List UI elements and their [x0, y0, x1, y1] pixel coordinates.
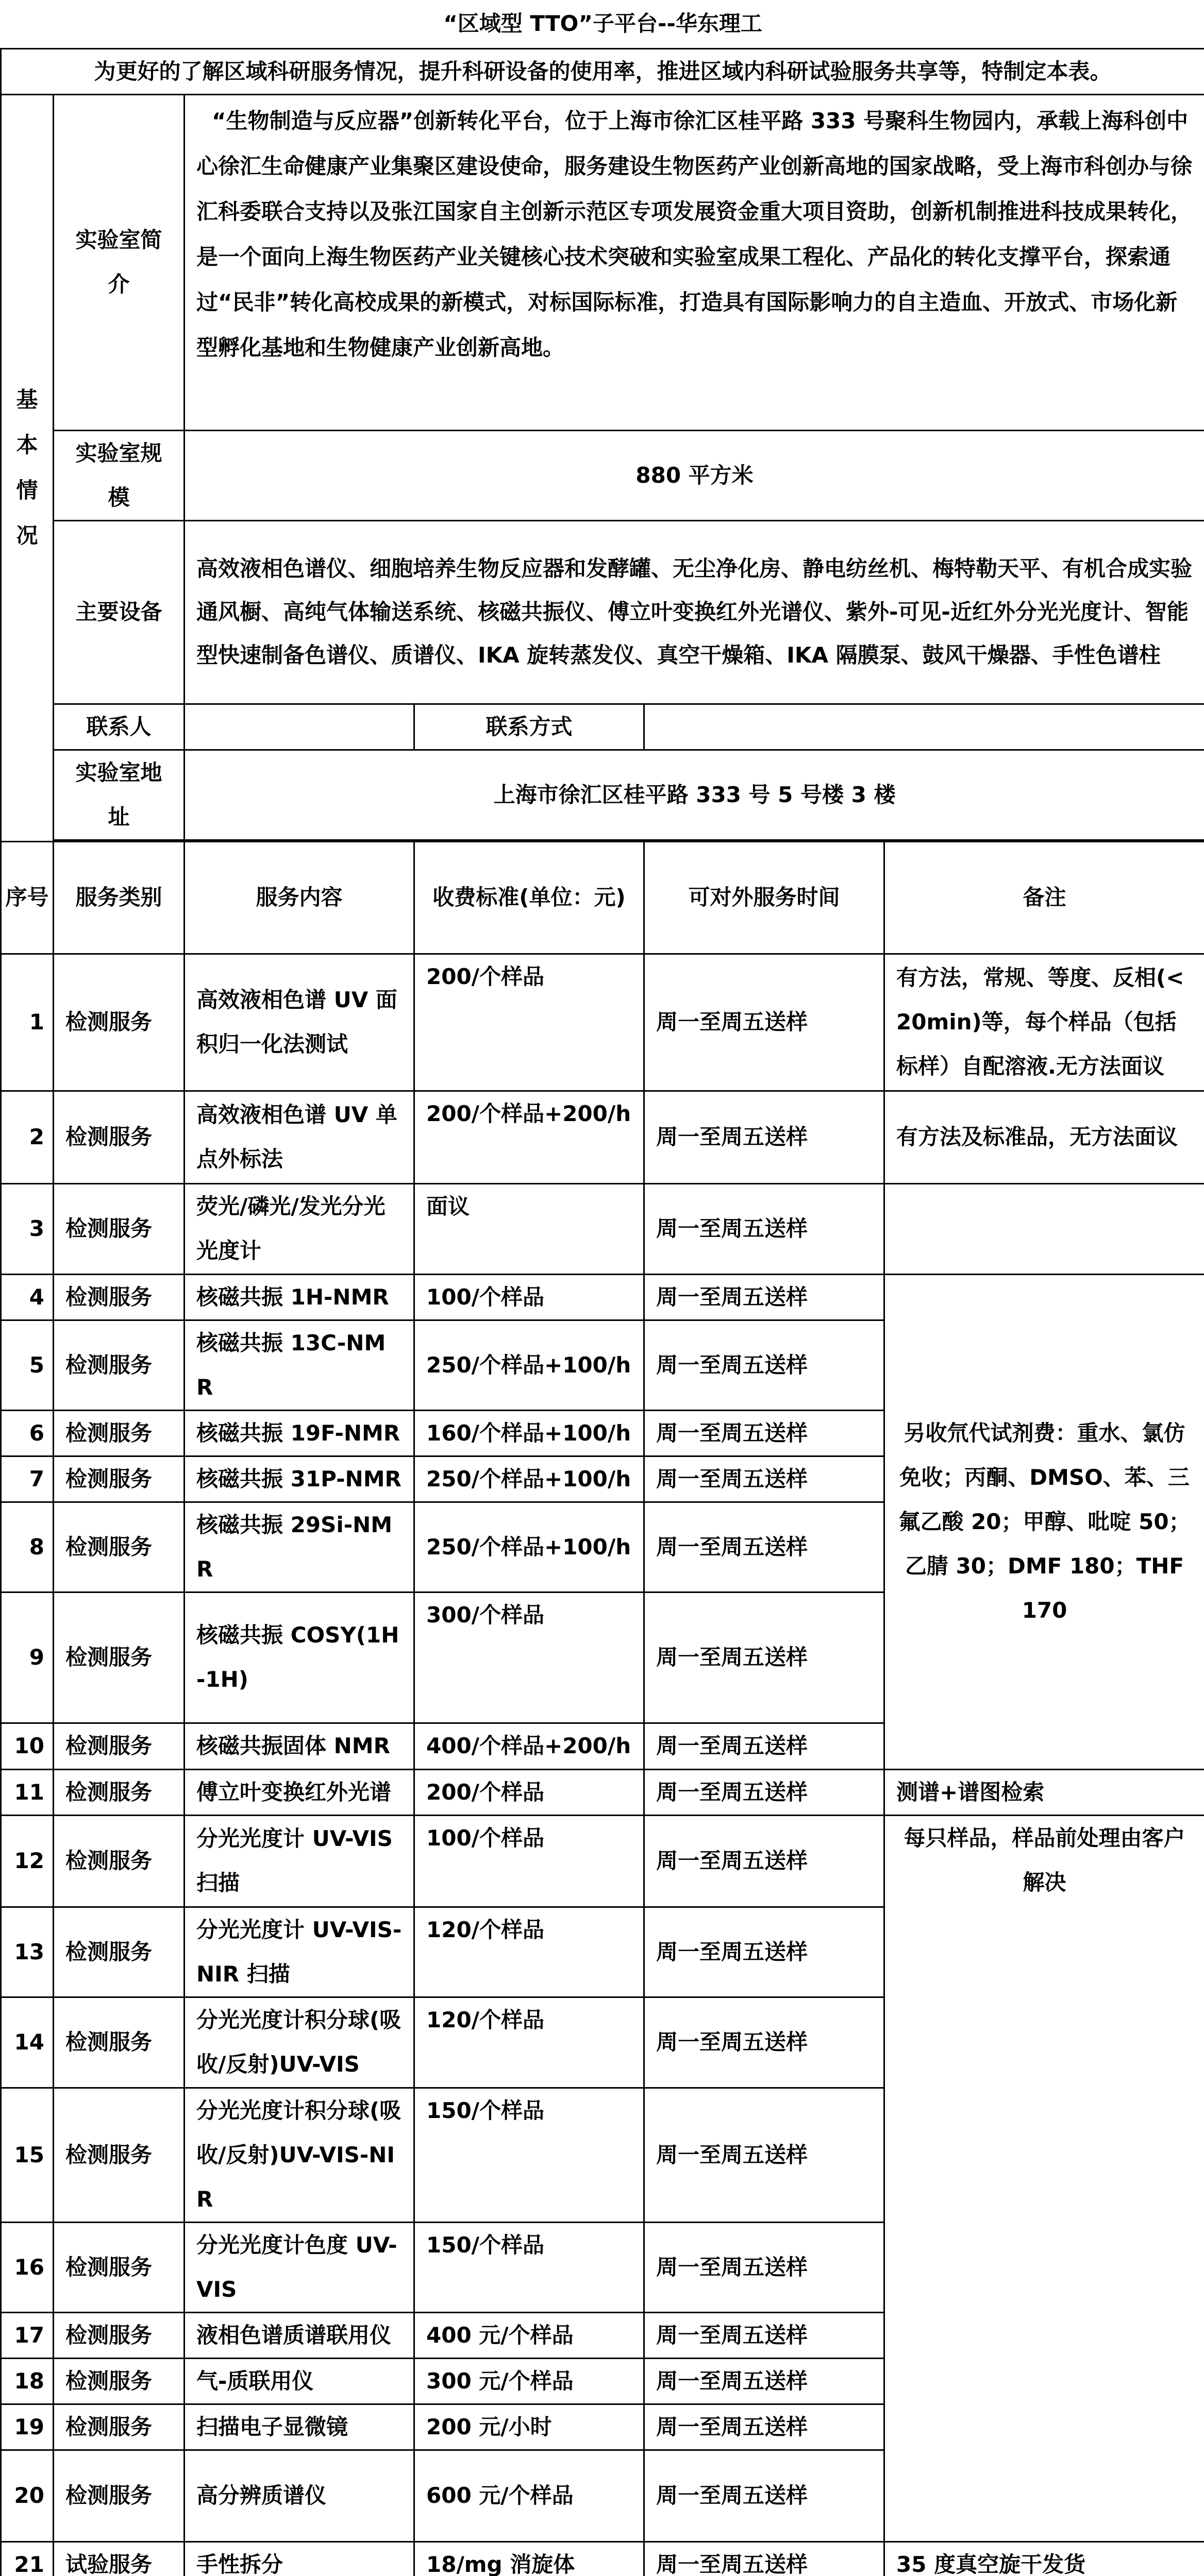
row-content: 液相色谱质谱联用仪 — [185, 2312, 414, 2358]
row-fee: 200/个样品 — [414, 954, 644, 1091]
lab-scale-label: 实验室规模 — [54, 430, 185, 520]
row-content: 核磁共振 1H-NMR — [185, 1274, 414, 1320]
address-row — [1, 750, 1204, 840]
basic-info-side-label — [1, 94, 54, 841]
row-category: 检测服务 — [54, 1320, 185, 1410]
row-no: 21 — [1, 2541, 54, 2576]
row-category: 检测服务 — [54, 1183, 185, 1274]
row-time: 周一至周五送样 — [644, 2312, 884, 2358]
table-row — [1, 1815, 1204, 1907]
lab-scale-value: 880 平方米 — [185, 430, 1204, 520]
row-category: 检测服务 — [54, 1723, 185, 1769]
row-time: 周一至周五送样 — [644, 1091, 884, 1183]
row-no: 12 — [1, 1815, 54, 1907]
row-time: 周一至周五送样 — [644, 1410, 884, 1456]
row-content: 核磁共振 31P-NMR — [185, 1456, 414, 1502]
header-no: 序号 — [1, 841, 54, 954]
row-category: 检测服务 — [54, 2404, 185, 2450]
row-no: 17 — [1, 2312, 54, 2358]
row-no: 14 — [1, 1997, 54, 2088]
header-fee: 收费标准(单位：元) — [414, 841, 644, 954]
contact-row — [1, 704, 1204, 750]
row-no: 8 — [1, 1502, 54, 1592]
side-char: 况 — [16, 523, 38, 548]
row-fee: 150/个样品 — [414, 2088, 644, 2222]
row-remark: 有方法及标准品，无方法面议 — [884, 1091, 1204, 1183]
row-fee: 150/个样品 — [414, 2222, 644, 2312]
row-time: 周一至周五送样 — [644, 1723, 884, 1769]
table-row — [1, 1183, 1204, 1274]
side-char: 本 — [16, 432, 38, 457]
row-no: 11 — [1, 1769, 54, 1815]
row-no: 5 — [1, 1320, 54, 1410]
row-content: 核磁共振固体 NMR — [185, 1723, 414, 1769]
row-category: 试验服务 — [54, 2541, 185, 2576]
contact-value — [185, 704, 414, 750]
row-content: 核磁共振 19F-NMR — [185, 1410, 414, 1456]
intro-row — [1, 48, 1204, 94]
row-time: 周一至周五送样 — [644, 1907, 884, 1997]
row-content: 气-质联用仪 — [185, 2358, 414, 2404]
row-no: 6 — [1, 1410, 54, 1456]
table-row — [1, 2541, 1204, 2576]
row-category: 检测服务 — [54, 2088, 185, 2222]
row-no: 10 — [1, 1723, 54, 1769]
row-fee: 160/个样品+100/h — [414, 1410, 644, 1456]
lab-intro-text: “生物制造与反应器”创新转化平台，位于上海市徐汇区桂平路 333 号聚科生物园内，承载上海科创中心徐汇生命健康产业集聚区建设使命，服务建设生物医药产业创新高地的国家战略，受上海市科创办与徐汇科委联合支持以及张江国家自主创新示范区专项发展资金重大项目资助，创新机制推进科技成果转化，是一个面向上海生物医药产业关键核心技术突破和实验室成果工程化、产品化的转化支撑平台，探索通过“民非”转化高校成果的新模式，对标国际标准，打造具有国际影响力的自主造血、开放式、市场化新型孵化基地和生物健康产业创新高地。 — [185, 94, 1204, 430]
side-char: 情 — [16, 478, 38, 503]
row-no: 13 — [1, 1907, 54, 1997]
row-content: 核磁共振 29Si-NMR — [185, 1502, 414, 1592]
row-time: 周一至周五送样 — [644, 2358, 884, 2404]
row-content: 高效液相色谱 UV 单点外标法 — [185, 1091, 414, 1183]
row-fee: 120/个样品 — [414, 1907, 644, 1997]
contact-label: 联系人 — [54, 704, 185, 750]
row-fee: 400 元/个样品 — [414, 2312, 644, 2358]
row-time: 周一至周五送样 — [644, 1997, 884, 2088]
row-no: 19 — [1, 2404, 54, 2450]
row-content: 傅立叶变换红外光谱 — [185, 1769, 414, 1815]
nmr-remark: 另收氘代试剂费：重水、氯仿免收；丙酮、DMSO、苯、三氟乙酸 20；甲醇、吡啶 50；乙腈 30；DMF 180；THF 170 — [884, 1274, 1204, 1769]
row-content: 荧光/磷光/发光分光光度计 — [185, 1183, 414, 1274]
row-time: 周一至周五送样 — [644, 1183, 884, 1274]
equipment-text: 高效液相色谱仪、细胞培养生物反应器和发酵罐、无尘净化房、静电纺丝机、梅特勒天平、有机合成实验通风橱、高纯气体输送系统、核磁共振仪、傅立叶变换红外光谱仪、紫外-可见-近红外分光光度计、智能型快速制备色谱仪、质谱仪、IKA 旋转蒸发仪、真空干燥箱、IKA 隔膜泵、鼓风干燥器、手性色谱柱 — [185, 520, 1204, 704]
row-category: 检测服务 — [54, 1769, 185, 1815]
row-category: 检测服务 — [54, 1502, 185, 1592]
equipment-row — [1, 520, 1204, 704]
lab-intro-label: 实验室简介 — [54, 94, 185, 430]
row-fee: 200/个样品 — [414, 1769, 644, 1815]
row-time: 周一至周五送样 — [644, 1815, 884, 1907]
table-row — [1, 1769, 1204, 1815]
row-fee: 18/mg 消旋体 — [414, 2541, 644, 2576]
row-remark: 每只样品，样品前处理由客户解决 — [884, 1815, 1204, 2541]
header-category: 服务类别 — [54, 841, 185, 954]
lab-intro-row — [1, 94, 1204, 430]
row-content: 分光光度计积分球(吸收/反射)UV-VIS-NIR — [185, 2088, 414, 2222]
row-content: 高分辨质谱仪 — [185, 2450, 414, 2541]
row-no: 16 — [1, 2222, 54, 2312]
row-content: 分光光度计色度 UV-VIS — [185, 2222, 414, 2312]
row-content: 扫描电子显微镜 — [185, 2404, 414, 2450]
row-fee: 120/个样品 — [414, 1997, 644, 2088]
row-category: 检测服务 — [54, 1274, 185, 1320]
row-no: 15 — [1, 2088, 54, 2222]
row-remark — [884, 1183, 1204, 1274]
row-time: 周一至周五送样 — [644, 2404, 884, 2450]
row-no: 2 — [1, 1091, 54, 1183]
row-fee: 200 元/小时 — [414, 2404, 644, 2450]
row-category: 检测服务 — [54, 954, 185, 1091]
row-fee: 面议 — [414, 1183, 644, 1274]
row-content: 分光光度计 UV-VIS 扫描 — [185, 1815, 414, 1907]
row-category: 检测服务 — [54, 1410, 185, 1456]
row-time: 周一至周五送样 — [644, 2541, 884, 2576]
header-content: 服务内容 — [185, 841, 414, 954]
row-time: 周一至周五送样 — [644, 954, 884, 1091]
page-title: “区域型 TTO”子平台--华东理工 — [1, 0, 1204, 48]
row-no: 4 — [1, 1274, 54, 1320]
title-row — [1, 0, 1204, 48]
row-content: 分光光度计 UV-VIS-NIR 扫描 — [185, 1907, 414, 1997]
row-fee: 300/个样品 — [414, 1592, 644, 1723]
equipment-label: 主要设备 — [54, 520, 185, 704]
row-no: 3 — [1, 1183, 54, 1274]
table-row — [1, 954, 1204, 1091]
row-remark: 有方法，常规、等度、反相(<20min)等，每个样品（包括标样）自配溶液.无方法面议 — [884, 954, 1204, 1091]
service-header-row — [1, 841, 1204, 954]
intro-text: 为更好的了解区域科研服务情况，提升科研设备的使用率，推进区域内科研试验服务共享等，特制定本表。 — [1, 48, 1204, 94]
row-time: 周一至周五送样 — [644, 1769, 884, 1815]
row-remark: 测谱+谱图检索 — [884, 1769, 1204, 1815]
row-fee: 250/个样品+100/h — [414, 1320, 644, 1410]
row-time: 周一至周五送样 — [644, 1592, 884, 1723]
row-remark: 35 度真空旋干发货 — [884, 2541, 1204, 2576]
row-no: 18 — [1, 2358, 54, 2404]
address-label: 实验室地址 — [54, 750, 185, 840]
row-time: 周一至周五送样 — [644, 1502, 884, 1592]
row-category: 检测服务 — [54, 1091, 185, 1183]
row-fee: 250/个样品+100/h — [414, 1456, 644, 1502]
row-category: 检测服务 — [54, 2450, 185, 2541]
row-category: 检测服务 — [54, 2358, 185, 2404]
row-content: 核磁共振 COSY(1H-1H) — [185, 1592, 414, 1723]
row-category: 检测服务 — [54, 1456, 185, 1502]
row-fee: 400/个样品+200/h — [414, 1723, 644, 1769]
row-category: 检测服务 — [54, 1592, 185, 1723]
row-time: 周一至周五送样 — [644, 1320, 884, 1410]
row-category: 检测服务 — [54, 1815, 185, 1907]
row-category: 检测服务 — [54, 1997, 185, 2088]
row-time: 周一至周五送样 — [644, 2222, 884, 2312]
address-value: 上海市徐汇区桂平路 333 号 5 号楼 3 楼 — [185, 750, 1204, 840]
row-fee: 600 元/个样品 — [414, 2450, 644, 2541]
row-time: 周一至周五送样 — [644, 2088, 884, 2222]
table-row — [1, 1091, 1204, 1183]
row-no: 20 — [1, 2450, 54, 2541]
row-no: 9 — [1, 1592, 54, 1723]
row-content: 分光光度计积分球(吸收/反射)UV-VIS — [185, 1997, 414, 2088]
side-char: 基 — [16, 387, 38, 412]
row-time: 周一至周五送样 — [644, 2450, 884, 2541]
header-time: 可对外服务时间 — [644, 841, 884, 954]
row-category: 检测服务 — [54, 2312, 185, 2358]
row-no: 7 — [1, 1456, 54, 1502]
row-fee: 100/个样品 — [414, 1815, 644, 1907]
lab-scale-row — [1, 430, 1204, 520]
row-category: 检测服务 — [54, 2222, 185, 2312]
row-fee: 250/个样品+100/h — [414, 1502, 644, 1592]
row-fee: 300 元/个样品 — [414, 2358, 644, 2404]
row-time: 周一至周五送样 — [644, 1274, 884, 1320]
contact-method-value — [644, 704, 1204, 750]
row-content: 手性拆分 — [185, 2541, 414, 2576]
row-fee: 100/个样品 — [414, 1274, 644, 1320]
row-time: 周一至周五送样 — [644, 1456, 884, 1502]
row-content: 核磁共振 13C-NMR — [185, 1320, 414, 1410]
row-fee: 200/个样品+200/h — [414, 1091, 644, 1183]
contact-method-label: 联系方式 — [414, 704, 644, 750]
row-category: 检测服务 — [54, 1907, 185, 1997]
row-no: 1 — [1, 954, 54, 1091]
row-content: 高效液相色谱 UV 面积归一化法测试 — [185, 954, 414, 1091]
table-row — [1, 1274, 1204, 1320]
header-remark: 备注 — [884, 841, 1204, 954]
